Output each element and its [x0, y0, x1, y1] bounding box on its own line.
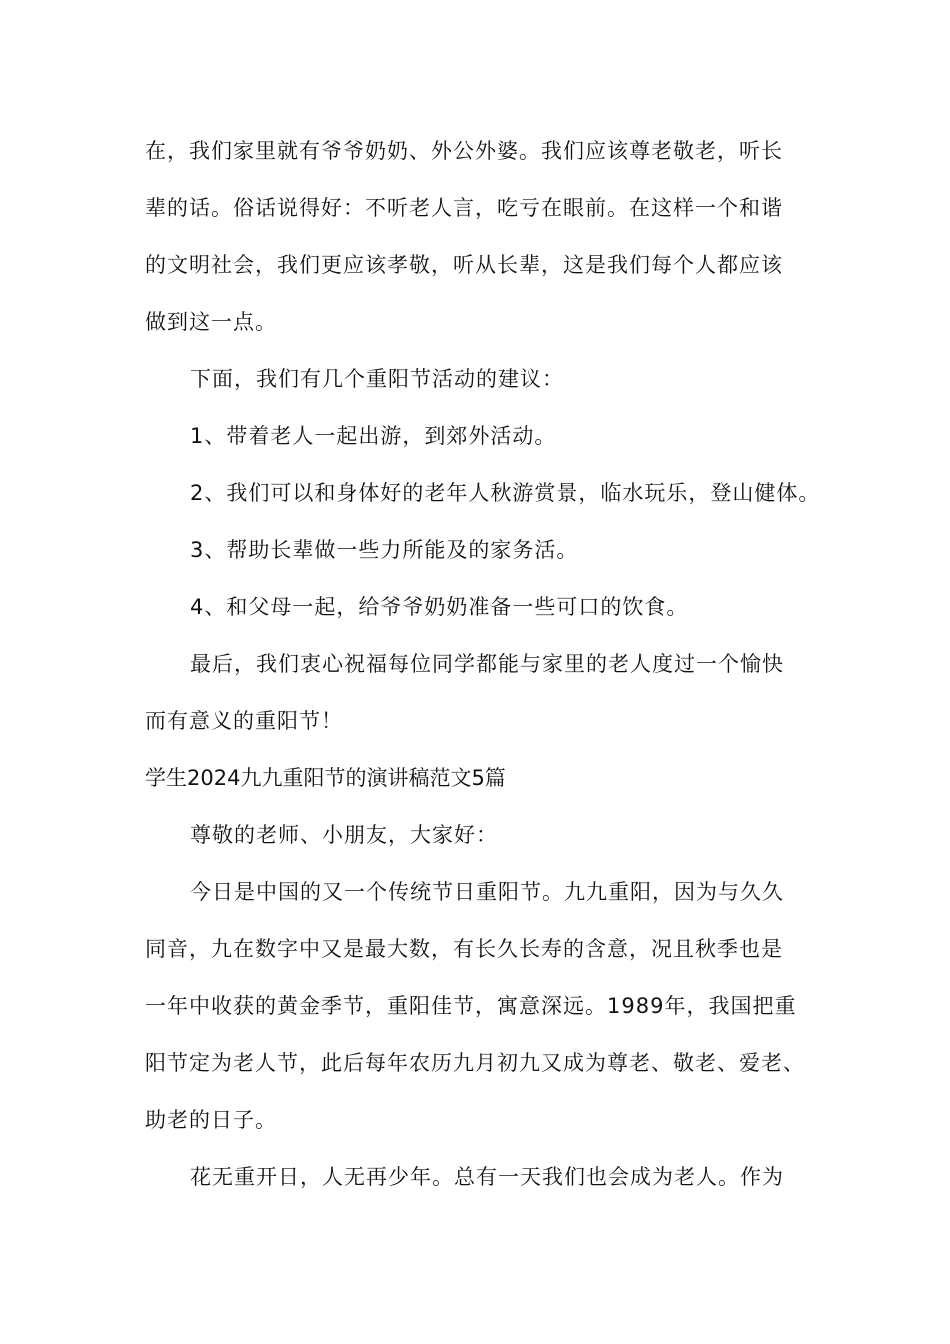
- text-line: 最后，我们衷心祝福每位同学都能与家里的老人度过一个愉快: [190, 652, 784, 676]
- text-line: 而有意义的重阳节！: [145, 709, 343, 733]
- text-line: 同音，九在数字中又是最大数，有长久长寿的含意，况且秋季也是: [145, 937, 783, 961]
- text-line: 辈的话。俗话说得好：不听老人言，吃亏在眼前。在这样一个和谐: [145, 196, 783, 220]
- list-item: 1、带着老人一起出游，到郊外活动。: [190, 424, 557, 448]
- text-line: 今日是中国的又一个传统节日重阳节。九九重阳，因为与久久: [190, 880, 784, 904]
- text-line: 花无重开日，人无再少年。总有一天我们也会成为老人。作为: [190, 1165, 784, 1189]
- section-heading: 学生2024九九重阳节的演讲稿范文5篇: [145, 766, 506, 790]
- list-item: 3、帮助长辈做一些力所能及的家务活。: [190, 538, 579, 562]
- text-line: 做到这一点。: [145, 310, 277, 334]
- list-item: 2、我们可以和身体好的老年人秋游赏景，临水玩乐，登山健体。: [190, 481, 821, 505]
- text-line: 助老的日子。: [145, 1108, 277, 1132]
- text-line: 下面，我们有几个重阳节活动的建议：: [190, 367, 564, 391]
- text-line: 一年中收获的黄金季节，重阳佳节，寓意深远。1989年，我国把重: [145, 994, 797, 1018]
- text-line: 的文明社会，我们更应该孝敬，听从长辈，这是我们每个人都应该: [145, 253, 783, 277]
- list-item: 4、和父母一起，给爷爷奶奶准备一些可口的饮食。: [190, 595, 689, 619]
- text-line: 阳节定为老人节，此后每年农历九月初九又成为尊老、敬老、爱老、: [145, 1051, 805, 1075]
- greeting-line: 尊敬的老师、小朋友，大家好：: [190, 823, 498, 847]
- text-line: 在，我们家里就有爷爷奶奶、外公外婆。我们应该尊老敬老，听长: [145, 139, 783, 163]
